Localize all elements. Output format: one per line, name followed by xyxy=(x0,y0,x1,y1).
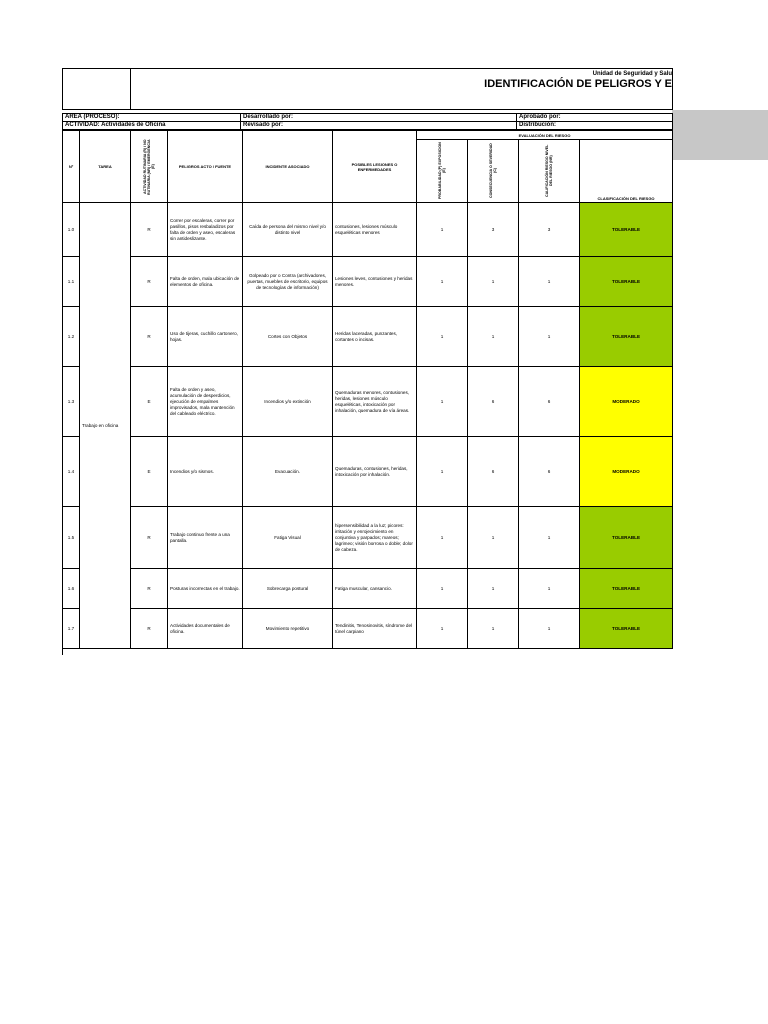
activity-type: R xyxy=(131,257,168,307)
table-row xyxy=(63,507,673,569)
injuries-text: hipersensibilidad a la luz; picores: irritación y enrojecimiento en conjuntiva y parpados; mareos; lagrimeo; visión borrosa o doble; dolor de cabeza. xyxy=(333,507,417,569)
table-row xyxy=(63,203,673,257)
activity-type: R xyxy=(131,569,168,609)
col-activity-type-label: ACTIVIDAD RUTINARIA (R) / NO RUTINARIA (NR) / EMERGENCIA (E) xyxy=(143,138,155,195)
risk-level-value: 1 xyxy=(519,257,580,307)
task-name: Trabajo en oficina xyxy=(80,203,131,649)
hazard-rows xyxy=(63,203,673,649)
activity-type: R xyxy=(131,203,168,257)
table-row xyxy=(63,437,673,507)
header-table xyxy=(62,68,673,110)
activity-label: ACTIVIDAD: Actividades de Oficina xyxy=(63,122,241,130)
risk-classification-badge: MODERADO xyxy=(580,367,673,437)
activity-type: R xyxy=(131,609,168,649)
injuries-text: Heridas laceradas, punzantes, cortantes o incisas. xyxy=(333,307,417,367)
risk-classification-badge: TOLERABLE xyxy=(580,257,673,307)
consequence-value: 1 xyxy=(468,609,519,649)
incident-text: Movimiento repetitivo xyxy=(243,609,333,649)
col-risk-level xyxy=(519,140,580,203)
consequence-value: 1 xyxy=(468,569,519,609)
col-task: TAREA xyxy=(80,131,131,203)
risk-classification-badge: TOLERABLE xyxy=(580,507,673,569)
table-row xyxy=(63,569,673,609)
reviewed-by-label: Revisado por: xyxy=(241,122,517,130)
logo-cell xyxy=(63,69,131,110)
table-row xyxy=(63,367,673,437)
risk-level-value: 6 xyxy=(519,437,580,507)
row-number: 1.4 xyxy=(63,437,80,507)
consequence-value: 3 xyxy=(468,203,519,257)
col-activity-type xyxy=(131,131,168,203)
developed-by-label: Desarrollado por: xyxy=(241,114,517,122)
row-number: 1.5 xyxy=(63,507,80,569)
risk-level-value: 1 xyxy=(519,307,580,367)
incident-text: Fatiga Visual xyxy=(243,507,333,569)
unit-name: Unidad de Seguridad y Salu xyxy=(592,71,672,77)
row-number: 1.7 xyxy=(63,609,80,649)
side-panel xyxy=(672,110,768,160)
probability-value: 1 xyxy=(417,507,468,569)
hazard-text: Falta de orden, mala ubicación de elementos de oficina. xyxy=(168,257,243,307)
probability-value: 1 xyxy=(417,437,468,507)
risk-level-value: 3 xyxy=(519,203,580,257)
risk-classification-badge: TOLERABLE xyxy=(580,569,673,609)
col-probability-label: PROBABILIDAD (P) EXPOSICION (E) xyxy=(438,142,446,200)
consequence-value: 1 xyxy=(468,507,519,569)
table-row xyxy=(63,257,673,307)
incident-text: Evacuación. xyxy=(243,437,333,507)
activity-type: R xyxy=(131,307,168,367)
meta-table xyxy=(62,113,673,130)
activity-type: R xyxy=(131,507,168,569)
probability-value: 1 xyxy=(417,367,468,437)
hazard-text: Falta de orden y aseo, acumulación de desperdicios, ejecución de empalmes improvisados, mala mantención del cableado eléctrico. xyxy=(168,367,243,437)
injuries-text: Fatiga muscular, cansancio. xyxy=(333,569,417,609)
row-number: 1.0 xyxy=(63,203,80,257)
document-title: IDENTIFICACIÓN DE PELIGROS Y E xyxy=(484,78,672,90)
col-incident: INCIDENTE ASOCIADO xyxy=(243,131,333,203)
area-label: ÁREA (PROCESO): xyxy=(63,114,241,122)
hazard-text: Actividades documentales de oficina. xyxy=(168,609,243,649)
injuries-text: contusiones, lesiones músculo esqueléticas menores xyxy=(333,203,417,257)
table-row xyxy=(63,609,673,649)
col-injuries: POSIBLES LESIONES O ENFERMEDADES xyxy=(333,131,417,203)
row-number: 1.3 xyxy=(63,367,80,437)
incident-text: Sobrecarga postural xyxy=(243,569,333,609)
incident-text: Incendios y/o extinción xyxy=(243,367,333,437)
col-consequence-label: CONSECUENCIA O SEVERIDAD (C) xyxy=(489,143,497,199)
col-risk-level-label: CALIFICACIÓN RIESGO NIVEL DEL RIESGO (NR) xyxy=(545,144,553,198)
risk-classification-badge: TOLERABLE xyxy=(580,609,673,649)
consequence-value: 6 xyxy=(468,367,519,437)
probability-value: 1 xyxy=(417,257,468,307)
consequence-value: 1 xyxy=(468,257,519,307)
risk-level-value: 1 xyxy=(519,609,580,649)
approved-by-label: Aprobado por: xyxy=(517,114,673,122)
probability-value: 1 xyxy=(417,203,468,257)
risk-classification-badge: TOLERABLE xyxy=(580,307,673,367)
col-probability xyxy=(417,140,468,203)
hazard-text: Incendios y/o sismos. xyxy=(168,437,243,507)
hazard-text: Trabajo continuo frente a una pantalla. xyxy=(168,507,243,569)
probability-value: 1 xyxy=(417,609,468,649)
sheet-edge-line xyxy=(62,647,63,655)
row-number: 1.1 xyxy=(63,257,80,307)
activity-type: E xyxy=(131,437,168,507)
risk-level-value: 1 xyxy=(519,507,580,569)
hazard-text: Correr por escaleras, correr por pasillos, pisos resbaladizos por falta de orden y aseo, escaleras sin antideslizante. xyxy=(168,203,243,257)
risk-level-value: 1 xyxy=(519,569,580,609)
injuries-text: Tendinitis, Tenosinovitis, síndrome del túnel carpiano xyxy=(333,609,417,649)
col-num: Nº xyxy=(63,131,80,203)
probability-value: 1 xyxy=(417,569,468,609)
table-row xyxy=(63,307,673,367)
row-number: 1.6 xyxy=(63,569,80,609)
col-consequence xyxy=(468,140,519,203)
hazard-text: Posturas incorrectas en el trabajo. xyxy=(168,569,243,609)
risk-classification-badge: TOLERABLE xyxy=(580,203,673,257)
probability-value: 1 xyxy=(417,307,468,367)
incident-text: Caída de persona del mismo nivel y/o distinto nivel xyxy=(243,203,333,257)
hazard-text: Uso de tijeras, cuchillo cartonero, hojas. xyxy=(168,307,243,367)
distribution-label: Distribución: xyxy=(517,122,673,130)
row-number: 1.2 xyxy=(63,307,80,367)
hazard-table xyxy=(62,130,673,649)
consequence-value: 1 xyxy=(468,307,519,367)
consequence-value: 6 xyxy=(468,437,519,507)
col-hazard: PELIGROS ACTO / FUENTE xyxy=(168,131,243,203)
risk-level-value: 6 xyxy=(519,367,580,437)
col-classification: CLASIFICACIÓN DEL RIESGO xyxy=(580,140,673,203)
risk-sheet xyxy=(62,68,672,649)
incident-text: Cortes con Objetos xyxy=(243,307,333,367)
risk-classification-badge: MODERADO xyxy=(580,437,673,507)
injuries-text: Quemaduras menores, contusiones, heridas, lesiones músculo esqueléticas, intoxicación por inhalación, quemadura de vía áreas. xyxy=(333,367,417,437)
incident-text: Golpeado por o Contra (archivadores, puertas, muebles de escritorio, equipos de tecnologías de información) xyxy=(243,257,333,307)
col-evaluation: EVALUACIÓN DEL RIESGO xyxy=(417,131,673,140)
injuries-text: Lesiones leves, contusiones y heridas menores. xyxy=(333,257,417,307)
injuries-text: Quemaduras, contusiones, heridas, intoxicación por inhalación. xyxy=(333,437,417,507)
activity-type: E xyxy=(131,367,168,437)
title-cell xyxy=(131,69,673,110)
